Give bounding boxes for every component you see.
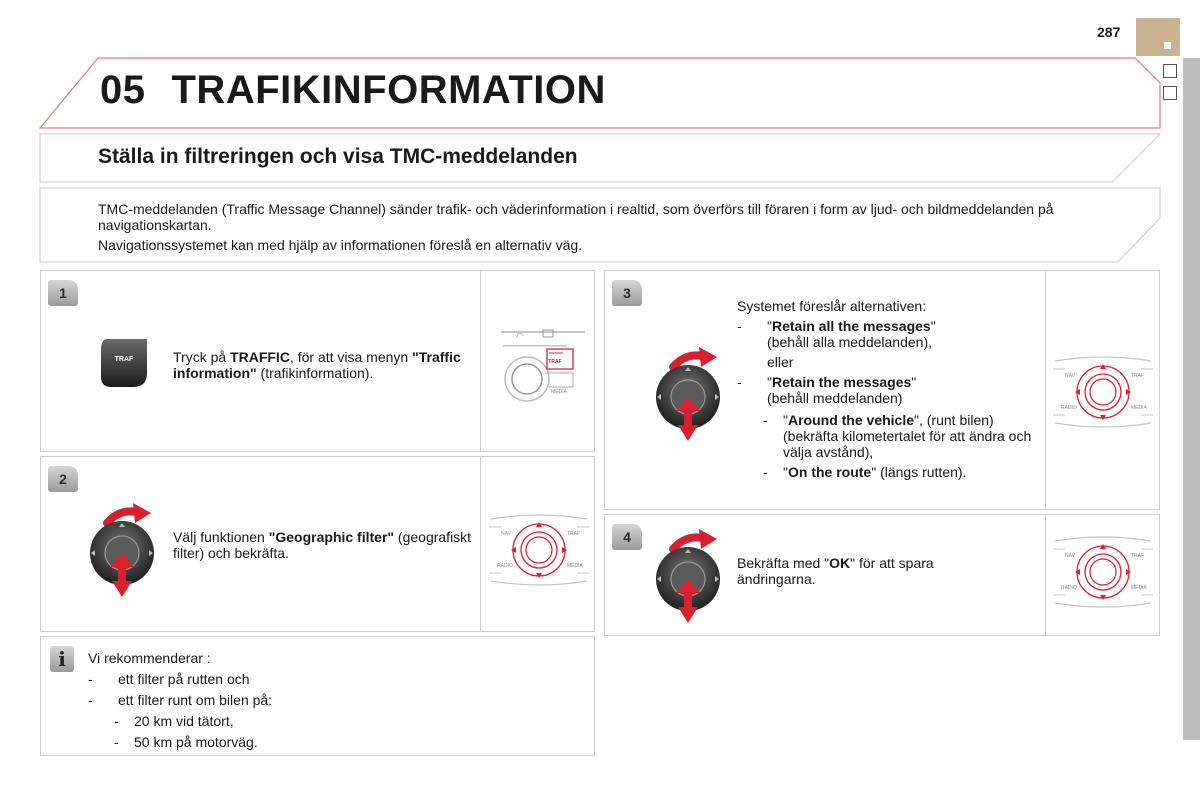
device-label: MEDIA bbox=[1131, 585, 1147, 591]
intro-paragraph: Navigationssystemet kan med hjälp av informationen föreslå en alternativ väg. bbox=[98, 237, 583, 253]
navigation-dial-illustration bbox=[1051, 355, 1155, 429]
step-3-text: Systemet föreslår alternativen: - "Retain all the messages" (behåll alla meddelanden), eller - "Retain the messages" (behåll meddelanden) - "Around the vehicle", (runt bilen) (bekräfta kilometertalet för att ändra och välja avstånd), - "On the route" (längs rutten). bbox=[737, 298, 1037, 480]
step-4-panel bbox=[604, 514, 1160, 636]
device-label: NAV bbox=[1065, 553, 1075, 559]
intro-paragraph: TMC-meddelanden (Traffic Message Channel) sänder trafik- och väderinformation i realtid, som överförs till föraren i form av ljud- och bildmeddelanden på navigationskartan. bbox=[98, 201, 1054, 233]
device-label: NAV bbox=[1065, 373, 1075, 379]
info-title: Vi rekommenderar : bbox=[88, 650, 211, 666]
device-label: TRAF bbox=[1131, 553, 1145, 559]
rotary-knob-icon bbox=[651, 527, 725, 627]
step-badge: 1 bbox=[48, 280, 78, 306]
step-badge: 3 bbox=[612, 280, 642, 306]
step-1-text: Tryck på TRAFFIC, för att visa menyn "Traffic information" (trafikinformation). bbox=[173, 349, 461, 381]
rotary-knob-icon bbox=[85, 501, 159, 601]
traffic-button-label: TRAF bbox=[114, 356, 134, 363]
info-icon: i bbox=[50, 646, 74, 672]
chapter-title: 05 TRAFIKINFORMATION bbox=[100, 68, 606, 112]
step-1-panel bbox=[40, 270, 595, 452]
traffic-button-icon bbox=[97, 337, 151, 389]
page-number: 287 bbox=[1097, 24, 1121, 40]
step-3-intro: Systemet föreslår alternativen: bbox=[737, 298, 927, 314]
step-badge: 2 bbox=[48, 466, 78, 492]
device-label: TRAF bbox=[548, 359, 562, 365]
device-label: NAV bbox=[501, 531, 511, 537]
navigation-dial-illustration bbox=[487, 513, 591, 587]
device-label: RADIO bbox=[1061, 585, 1077, 591]
step-badge: 4 bbox=[612, 524, 642, 550]
intro-text bbox=[98, 201, 1098, 257]
rotary-knob-icon bbox=[651, 345, 725, 445]
info-text: Vi rekommenderar : - ett filter på rutten och - ett filter runt om bilen på: - 20 km vid tätort, - 50 km på motorväg. bbox=[88, 650, 273, 750]
device-label: RADIO bbox=[497, 563, 513, 569]
step-4-text: Bekräfta med "OK" för att spara ändringarna. bbox=[737, 555, 934, 587]
radio-panel-illustration bbox=[493, 321, 589, 407]
device-label: TRAF bbox=[567, 531, 581, 537]
navigation-dial-illustration bbox=[1051, 535, 1155, 609]
device-label: MEDIA bbox=[567, 563, 583, 569]
svg-text:⤺: ⤺ bbox=[515, 330, 524, 339]
device-label: TRAF bbox=[1131, 373, 1145, 379]
device-label: RADIO bbox=[1061, 405, 1077, 411]
device-label: MEDIA bbox=[1131, 405, 1147, 411]
step-2-text: Välj funktionen "Geographic filter" (geografiskt filter) och bekräfta. bbox=[173, 529, 472, 561]
step-3-panel bbox=[604, 270, 1160, 510]
section-title: Ställa in filtreringen och visa TMC-meddelanden bbox=[98, 145, 578, 168]
step-2-panel bbox=[40, 456, 595, 632]
device-label: MEDIA bbox=[551, 389, 567, 395]
